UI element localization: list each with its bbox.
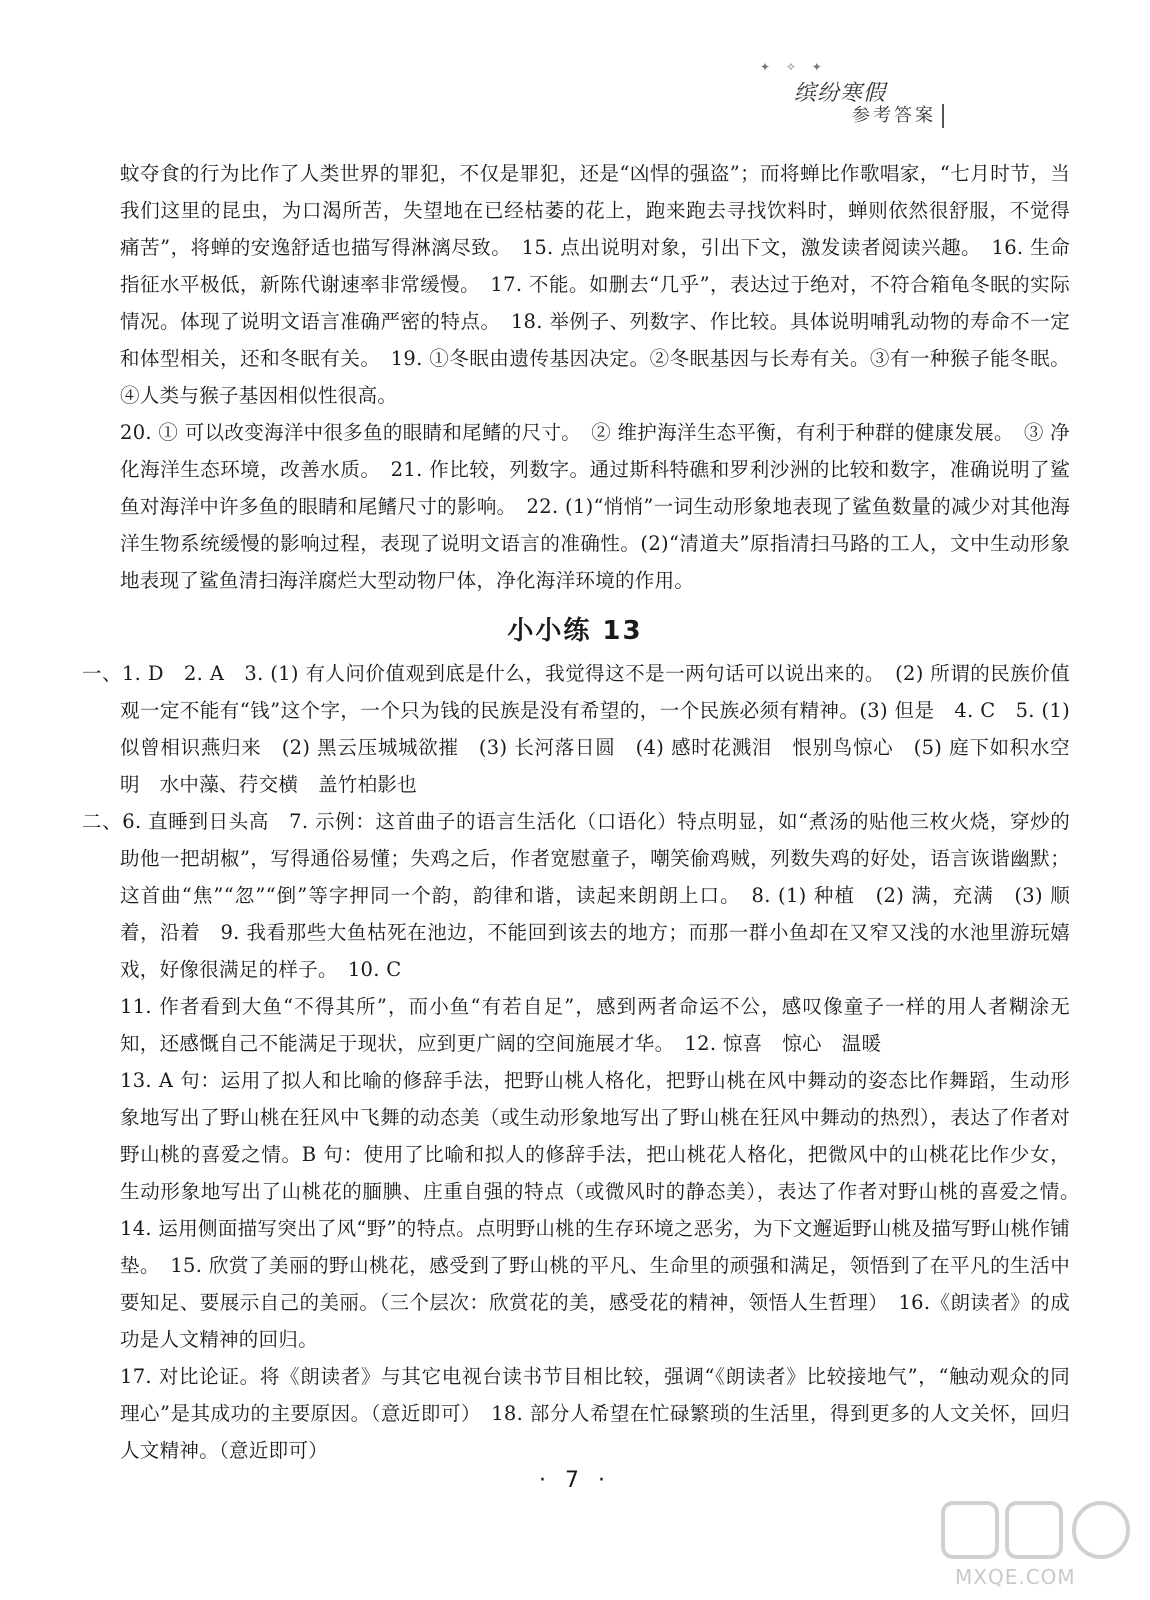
paragraph: 20. ① 可以改变海洋中很多鱼的眼睛和尾鳍的尺寸。 ② 维护海洋生态平衡，有利于种群的健康发展。 ③ 净化海洋生态环境，改善水质。 21. 作比较，列数字。通过斯科特礁和罗利沙洲的比较和数字，准确说明了鲨鱼对海洋中许多鱼的眼睛和尾鳍尺寸的影响。 22. (1)“悄悄”一词生动形象地表现了鲨鱼数量的减少对其他海洋生物系统缓慢的影响过程，表现了说明文语言的准确性。(2)“清道夫”原指清扫马路的工人，文中生动形象地表现了鲨鱼清扫海洋腐烂大型动物尸体，净化海洋环境的作用。 [120,421,1070,592]
paragraph: 一、1. D 2. A 3. (1) 有人问价值观到底是什么，我觉得这不是一两句话可以说出来的。 (2) 所谓的民族价值观一定不能有“钱”这个字，一个只为钱的民族是没有希望的，一个民族必须有精神。(3) 但是 4. C 5. (1) 似曾相识燕归来 (2) 黑云压城城欲摧 (3) 长河落日圆 (4) 感时花溅泪 恨别鸟惊心 (5) 庭下如积水空明 水中藻、荇交横 盖竹柏影也 [82,662,1070,796]
paragraph: 蚊夺食的行为比作了人类世界的罪犯，不仅是罪犯，还是“凶悍的强盗”；而将蝉比作歌唱家，“七月时节，当我们这里的昆虫，为口渴所苦，失望地在已经枯萎的花上，跑来跑去寻找饮料时，蝉则依然很舒服，不觉得痛苦”，将蝉的安逸舒适也描写得淋漓尽致。 15. 点出说明对象，引出下文，激发读者阅读兴趣。 16. 生命指征水平极低，新陈代谢速率非常缓慢。 17. 不能。如删去“几乎”，表达过于绝对，不符合箱龟冬眠的实际情况。体现了说明文语言准确严密的特点。 18. 举例子、列数字、作比较。具体说明哺乳动物的寿命不一定和体型相关，还和冬眠有关。 19. ①冬眠由遗传基因决定。②冬眠基因与长寿有关。③有一种猴子能冬眠。④人类与猴子基因相似性很高。 [120,162,1070,407]
page-number: · 7 · [539,1468,611,1493]
paragraph: 17. 对比论证。将《朗读者》与其它电视台读书节目相比较，强调“《朗读者》比较接地气”，“触动观众的同理心”是其成功的主要原因。（意近即可） 18. 部分人希望在忙碌繁琐的生活里，得到更多的人文关怀，回归人文精神。（意近即可） [120,1365,1070,1462]
watermark-logo [935,1495,1135,1595]
stars-icon: ✦ ✧ ✦ [760,60,828,74]
paragraph: 11. 作者看到大鱼“不得其所”，而小鱼“有若自足”，感到两者命运不公，感叹像童子一样的用人者糊涂无知，还感慨自己不能满足于现状，应到更广阔的空间施展才华。 12. 惊喜 惊心 温暖 [120,995,1070,1055]
paragraph: 13. A 句：运用了拟人和比喻的修辞手法，把野山桃人格化，把野山桃在风中舞动的姿态比作舞蹈，生动形象地写出了野山桃在狂风中飞舞的动态美（或生动形象地写出了野山桃在狂风中舞动的热烈），表达了作者对野山桃的喜爱之情。B 句：使用了比喻和拟人的修辞手法，把山桃花人格化，把微风中的山桃花比作少女，生动形象地写出了山桃花的腼腆、庄重自强的特点（或微风时的静态美），表达了作者对野山桃的喜爱之情。 14. 运用侧面描写突出了风“野”的特点。点明野山桃的生存环境之恶劣，为下文邂逅野山桃及描写野山桃作铺垫。 15. 欣赏了美丽的野山桃花，感受到了野山桃的平凡、生命里的顽强和满足，领悟到了在平凡的生活中要知足、要展示自己的美丽。（三个层次：欣赏花的美，感受花的精神，领悟人生哲理） 16.《朗读者》的成功是人文精神的回归。 [120,1069,1090,1351]
section-title: 小小练 13 [507,616,643,646]
brand-logo-text: 缤纷寒假 [794,81,887,106]
watermark-site: MXQE.COM [955,1565,1076,1589]
answers-block-13 [82,655,1090,1469]
paragraph: 二、6. 直睡到日头高 7. 示例：这首曲子的语言生活化（口语化）特点明显，如“煮汤的贴他三枚火烧，穿炒的助他一把胡椒”，写得通俗易懂；失鸡之后，作者宽慰童子，嘲笑偷鸡贼，列数失鸡的好处，语言诙谐幽默；这首曲“焦”“忽”“倒”等字押同一个韵，韵律和谐，读起来朗朗上口。 8. (1) 种植 (2) 满，充满 (3) 顺着，沿着 9. 我看那些大鱼枯死在池边，不能回到该去的地方；而那一群小鱼却在又窄又浅的水池里游玩嬉戏，好像很满足的样子。 10. C [82,810,1070,981]
watermark-icon [935,1495,1135,1565]
answers-block-previous [120,155,1070,599]
header-subtitle: 参考答案 [852,104,944,128]
